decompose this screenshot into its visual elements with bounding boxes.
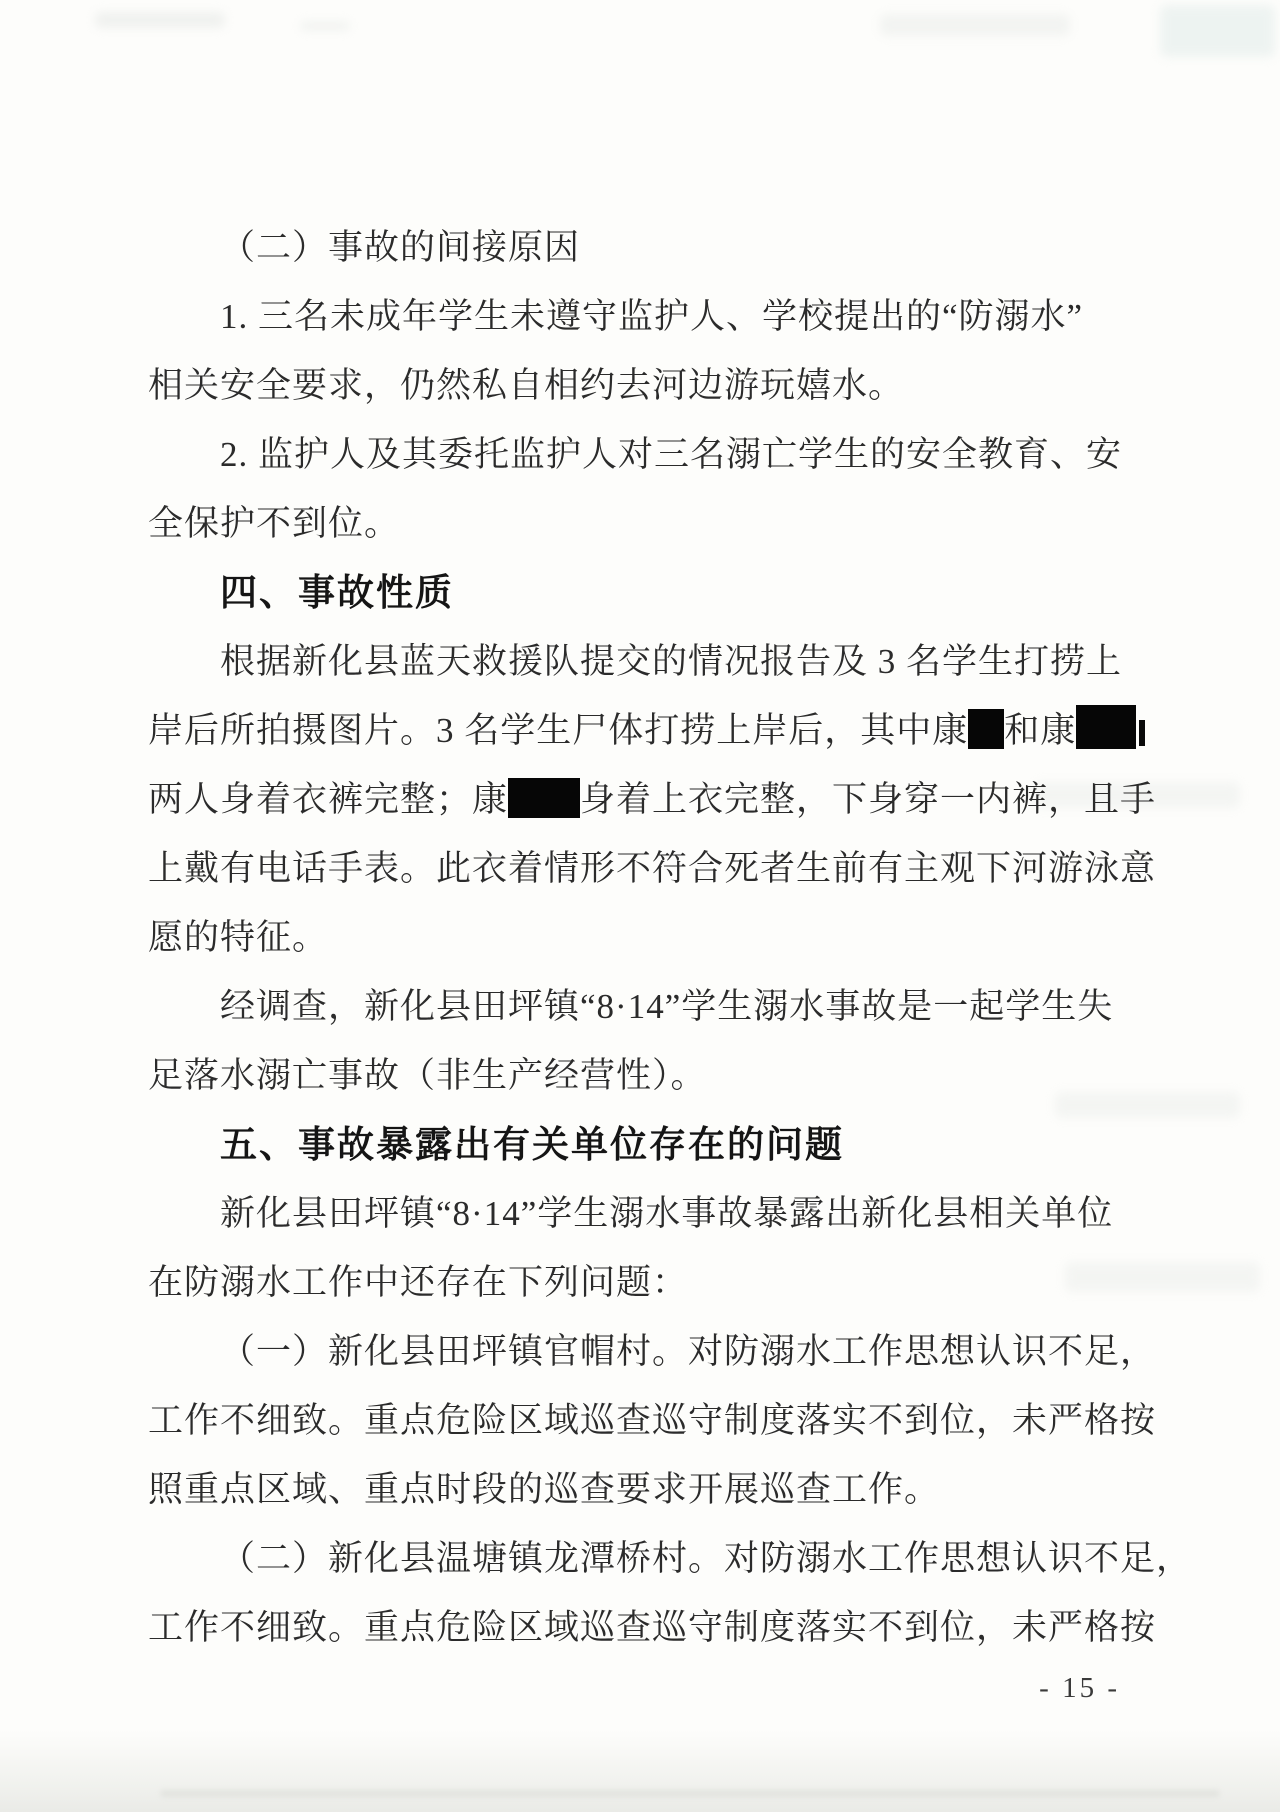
text-run: （二）事故的间接原因: [220, 228, 581, 267]
text-run: 工作不细致。重点危险区域巡查巡守制度落实不到位，未严格按: [148, 1401, 1157, 1440]
text-run: 1. 三名未成年学生未遵守监护人、学校提出的“防溺水”: [220, 297, 1084, 336]
text-line: [148, 1593, 1157, 1662]
text-line: [148, 627, 1128, 696]
text-run: 根据新化县蓝天救援队提交的情况报告及 3 名学生打捞上: [220, 642, 1123, 681]
scan-artifact: [880, 14, 1070, 36]
text-run: 2. 监护人及其委托监护人对三名溺亡学生的安全教育、安: [220, 435, 1123, 474]
text-line: [148, 1179, 1128, 1248]
text-line: [148, 1041, 1128, 1110]
scan-artifact: [1160, 5, 1275, 57]
text-run: 愿的特征。: [148, 918, 329, 957]
text-run: 两人身着衣裤完整；康: [148, 780, 509, 819]
scan-artifact: [160, 1790, 1220, 1797]
text-run: 经调查，新化县田坪镇“8·14”学生溺水事故是一起学生失: [220, 987, 1114, 1026]
text-line: [148, 1248, 1128, 1317]
text-run: 新化县田坪镇“8·14”学生溺水事故暴露出新化县相关单位: [220, 1194, 1114, 1233]
text-run: （二）新化县温塘镇龙潭桥村。对防溺水工作思想认识不足，: [220, 1539, 1193, 1578]
text-run: 五、事故暴露出有关单位存在的问题: [220, 1124, 844, 1165]
text-line: [148, 351, 1128, 420]
text-run: 在防溺水工作中还存在下列问题：: [148, 1263, 689, 1302]
text-line: [148, 834, 1157, 903]
section-heading: [148, 1110, 1128, 1179]
scan-artifact: [300, 22, 350, 30]
text-run: 足落水溺亡事故（非生产经营性）。: [148, 1056, 707, 1095]
text-line: [148, 1317, 1157, 1386]
redaction-partial-glyph: [1139, 720, 1145, 746]
text-line: [148, 282, 1128, 351]
text-run: 上戴有电话手表。此衣着情形不符合死者生前有主观下河游泳意: [148, 849, 1157, 888]
text-line: [148, 489, 1128, 558]
text-run: 工作不细致。重点危险区域巡查巡守制度落实不到位，未严格按: [148, 1608, 1157, 1647]
text-line: [148, 1386, 1157, 1455]
page-number: - 15 -: [1039, 1672, 1120, 1704]
text-run: 岸后所拍摄图片。3 名学生尸体打捞上岸后，其中康: [148, 711, 969, 750]
redaction-box: [508, 778, 580, 818]
text-run: （一）新化县田坪镇官帽村。对防溺水工作思想认识不足，: [220, 1332, 1157, 1371]
redaction-box: [968, 709, 1004, 749]
text-run: 身着上衣完整，下身穿一内裤，且手: [580, 780, 1157, 819]
text-run: 四、事故性质: [220, 572, 454, 613]
text-line: [148, 1524, 1193, 1593]
redaction-box: [1076, 705, 1136, 749]
document-text-block: [148, 213, 1193, 1662]
text-line: [148, 972, 1128, 1041]
text-run: 相关安全要求，仍然私自相约去河边游玩嬉水。: [148, 366, 905, 405]
text-line: [148, 1455, 1128, 1524]
text-run: 全保护不到位。: [148, 504, 401, 543]
text-run: 照重点区域、重点时段的巡查要求开展巡查工作。: [148, 1470, 941, 1509]
section-heading: [148, 558, 1128, 627]
scan-artifact: [95, 12, 225, 28]
text-line: [148, 420, 1128, 489]
text-run: 和康: [1004, 711, 1077, 750]
text-line: [148, 213, 1128, 282]
scan-artifact: [0, 1730, 1280, 1812]
text-line: [148, 696, 1128, 765]
text-line: [148, 765, 1157, 834]
text-line: [148, 903, 1128, 972]
